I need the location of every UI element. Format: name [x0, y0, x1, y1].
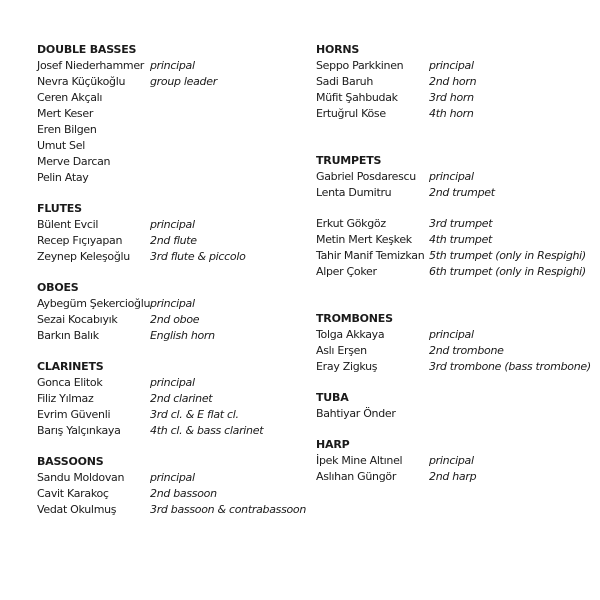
member-role: principal — [150, 218, 195, 231]
member-row — [316, 58, 586, 74]
member-name: Barış Yalçınkaya — [37, 424, 121, 437]
member-role: 4th cl. & bass clarinet — [150, 424, 264, 437]
member-row — [316, 90, 586, 106]
member-row — [316, 469, 586, 485]
member-role: 2nd horn — [429, 75, 477, 88]
member-name: Bülent Evcil — [37, 218, 99, 231]
section-title: TUBA — [316, 391, 349, 404]
member-role: 3rd cl. & E flat cl. — [150, 408, 239, 421]
member-name: Tolga Akkaya — [316, 328, 385, 341]
member-name: Umut Sel — [37, 139, 85, 152]
member-row — [316, 106, 586, 122]
spacer — [37, 265, 302, 280]
section-double-basses — [37, 42, 302, 186]
member-role: 2nd flute — [150, 234, 197, 247]
member-role: principal — [429, 328, 474, 341]
member-name: Barkın Balık — [37, 329, 99, 342]
member-name: Metin Mert Keşkek — [316, 233, 412, 246]
member-role: principal — [429, 170, 474, 183]
member-row — [316, 216, 586, 232]
member-role: group leader — [150, 75, 217, 88]
member-name: Eray Zigkuş — [316, 360, 378, 373]
member-row — [316, 343, 586, 359]
member-row — [37, 138, 302, 154]
member-name: Tahir Manif Temizkan — [316, 249, 425, 262]
section-flutes — [37, 201, 302, 265]
section-harp — [316, 437, 586, 485]
member-name: Aybegüm Şekercioğlu — [37, 297, 151, 310]
member-role: 3rd trumpet — [429, 217, 493, 230]
member-name: Recep Fıçıyapan — [37, 234, 123, 247]
member-row — [316, 359, 591, 375]
member-name: Filiz Yılmaz — [37, 392, 94, 405]
section-trumpets — [316, 153, 586, 280]
member-role: English horn — [150, 329, 215, 342]
member-row — [37, 122, 302, 138]
member-name: Alper Çoker — [316, 265, 377, 278]
member-name: Merve Darcan — [37, 155, 111, 168]
member-role: principal — [429, 454, 474, 467]
section-title: FLUTES — [37, 202, 82, 215]
member-row — [37, 233, 302, 249]
member-role: 2nd trumpet — [429, 186, 495, 199]
member-row — [37, 154, 302, 170]
member-name: Josef Niederhammer — [37, 59, 145, 72]
member-row — [37, 90, 302, 106]
section-horns — [316, 42, 586, 122]
member-name: Aslı Erşen — [316, 344, 367, 357]
member-row — [37, 312, 302, 328]
spacer — [37, 186, 302, 201]
section-bassoons — [37, 454, 307, 518]
member-row — [37, 486, 302, 502]
member-role: 6th trumpet (only in Respighi) — [429, 265, 586, 278]
section-title: CLARINETS — [37, 360, 104, 373]
spacer — [37, 344, 302, 359]
member-row — [37, 407, 302, 423]
member-role: 3rd trombone (bass trombone) — [429, 360, 591, 373]
member-row — [37, 391, 302, 407]
member-name: Evrim Güvenli — [37, 408, 111, 421]
member-name: Pelin Atay — [37, 171, 89, 184]
member-row — [37, 296, 302, 312]
member-row — [37, 470, 302, 486]
member-name: Nevra Küçükoğlu — [37, 75, 126, 88]
member-row — [316, 185, 586, 201]
spacer — [316, 201, 586, 216]
section-title: HORNS — [316, 43, 360, 56]
spacer — [316, 422, 586, 437]
member-name: Gonca Elitok — [37, 376, 103, 389]
member-name: Gabriel Posdarescu — [316, 170, 416, 183]
member-row — [37, 58, 302, 74]
member-role: principal — [150, 376, 195, 389]
member-name: Sadi Baruh — [316, 75, 374, 88]
member-role: 2nd clarinet — [150, 392, 213, 405]
member-row — [37, 170, 302, 186]
spacer — [37, 439, 302, 454]
section-oboes — [37, 280, 302, 344]
member-name: Aslıhan Güngör — [316, 470, 397, 483]
member-name: Sandu Moldovan — [37, 471, 125, 484]
member-row — [37, 423, 302, 439]
member-row — [316, 264, 586, 280]
member-name: Mert Keser — [37, 107, 94, 120]
member-row — [37, 502, 307, 518]
section-clarinets — [37, 359, 302, 439]
member-row — [37, 249, 302, 265]
section-title: TROMBONES — [316, 312, 393, 325]
member-row — [316, 453, 586, 469]
member-name: Vedat Okulmuş — [37, 503, 117, 516]
member-name: Lenta Dumitru — [316, 186, 392, 199]
member-role: 2nd bassoon — [150, 487, 217, 500]
member-row — [316, 74, 586, 90]
member-row — [316, 327, 586, 343]
section-title: OBOES — [37, 281, 79, 294]
member-role: 3rd bassoon & contrabassoon — [150, 503, 307, 516]
section-title: HARP — [316, 438, 350, 451]
member-name: Sezai Kocabıyık — [37, 313, 118, 326]
member-role: 2nd harp — [429, 470, 477, 483]
member-name: Eren Bilgen — [37, 123, 97, 136]
member-row — [316, 232, 586, 248]
member-role: principal — [429, 59, 474, 72]
member-row — [316, 406, 586, 422]
member-role: 4th trumpet — [429, 233, 493, 246]
right-column — [316, 42, 591, 485]
member-name: Bahtiyar Önder — [316, 407, 396, 420]
member-row — [37, 74, 302, 90]
member-row — [316, 169, 586, 185]
member-row — [37, 328, 302, 344]
member-role: 3rd horn — [429, 91, 474, 104]
member-name: Zeynep Keleşoğlu — [37, 250, 130, 263]
member-role: principal — [150, 59, 195, 72]
member-role: principal — [150, 471, 195, 484]
member-name: Seppo Parkkinen — [316, 59, 404, 72]
member-name: Müfit Şahbudak — [316, 91, 398, 104]
left-column — [37, 42, 307, 518]
member-role: 2nd trombone — [429, 344, 504, 357]
member-name: Ertuğrul Köse — [316, 107, 386, 120]
member-row — [316, 248, 586, 264]
member-name: İpek Mine Altınel — [316, 454, 403, 467]
member-name: Erkut Gökgöz — [316, 217, 386, 230]
member-row — [37, 106, 302, 122]
member-row — [37, 217, 302, 233]
spacer — [316, 375, 586, 390]
spacer — [316, 280, 586, 311]
section-trombones — [316, 311, 591, 375]
member-role: 3rd flute & piccolo — [150, 250, 246, 263]
member-role: 4th horn — [429, 107, 474, 120]
section-title: BASSOONS — [37, 455, 104, 468]
spacer — [316, 122, 586, 153]
section-tuba — [316, 390, 586, 422]
member-row — [37, 375, 302, 391]
section-title: DOUBLE BASSES — [37, 43, 137, 56]
member-name: Ceren Akçalı — [37, 91, 103, 104]
member-role: principal — [150, 297, 195, 310]
section-title: TRUMPETS — [316, 154, 382, 167]
member-role: 2nd oboe — [150, 313, 200, 326]
member-name: Cavit Karakoç — [37, 487, 109, 500]
member-role: 5th trumpet (only in Respighi) — [429, 249, 586, 262]
